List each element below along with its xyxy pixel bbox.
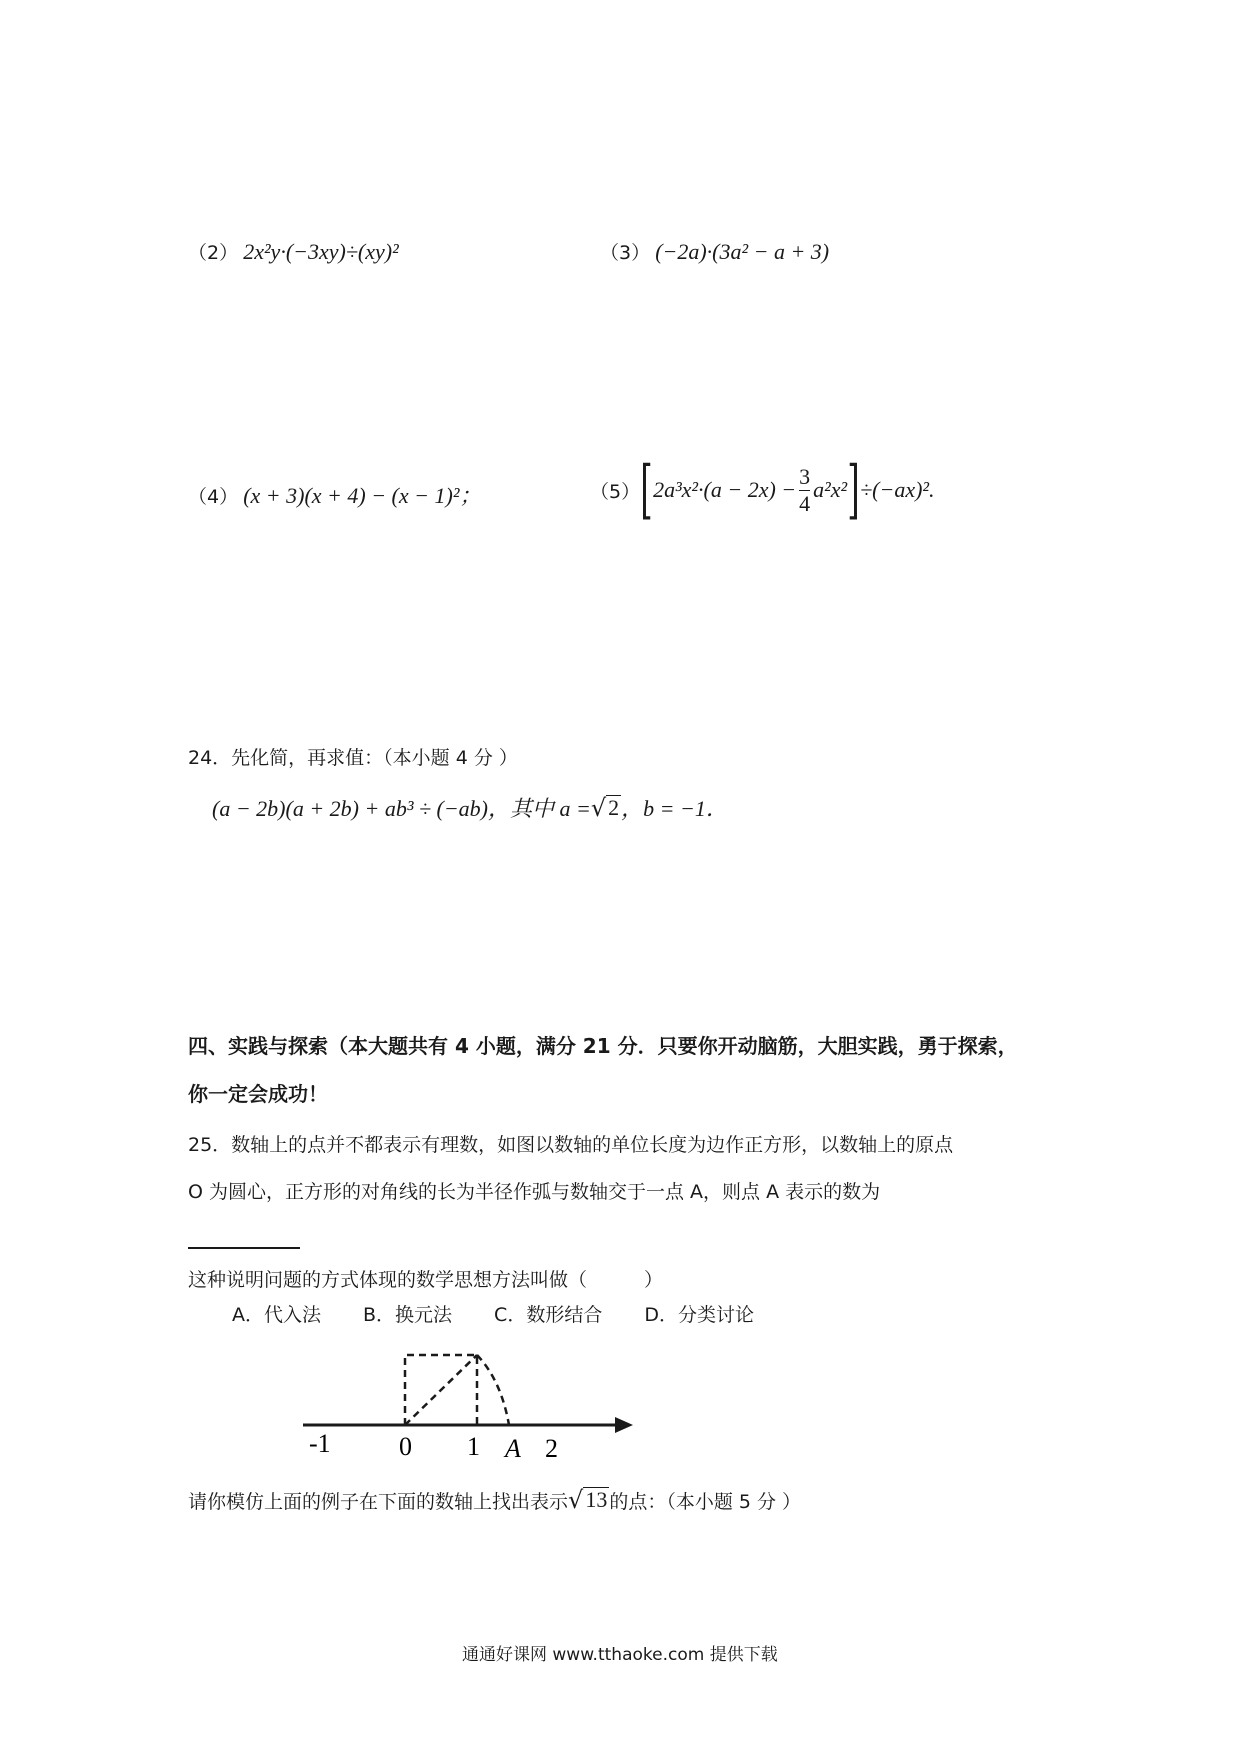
problem-2-expression: 2x²y·(−3xy)÷(xy)² [243, 239, 399, 264]
sqrt-2-value: 2 [608, 794, 620, 820]
sqrt-13-value: 13 [585, 1487, 608, 1513]
question-25-line2: O 为圆心，正方形的对角线的长为半径作弧与数轴交于一点 A，则点 A 表示的数为 [188, 1181, 881, 1203]
tick-label-1: 1 [467, 1432, 480, 1461]
tick-label-2: 2 [545, 1434, 558, 1463]
option-d: D．分类讨论 [644, 1304, 754, 1326]
question-24-expr: (a − 2b)(a + 2b) + ab³ ÷ (−ab)，其中 a = [212, 796, 591, 821]
problem-5-expression-right: ÷(−ax)². [860, 477, 935, 502]
problem-3-expression: (−2a)·(3a² − a + 3) [655, 239, 830, 264]
fraction-numerator: 3 [799, 464, 811, 490]
followup-text-post: 的点：（本小题 5 分 ） [609, 1490, 802, 1513]
followup-text-pre: 请你模仿上面的例子在下面的数轴上找出表示 [188, 1490, 569, 1513]
option-a: A．代入法 [232, 1304, 321, 1326]
question-25-followup [188, 1486, 801, 1514]
question-24-header: 24．先化简，再求值：（本小题 4 分 ） [188, 747, 518, 769]
section-4-title-line2: 你一定会成功！ [188, 1082, 328, 1106]
answer-blank-line [188, 1247, 300, 1249]
sqrt-symbol: √ [568, 1486, 584, 1514]
problem-2-label: （2） [188, 242, 239, 264]
axis-arrow [615, 1417, 633, 1433]
fraction-denominator: 4 [799, 490, 811, 516]
problem-3 [600, 238, 829, 265]
tick-label-neg1: -1 [309, 1429, 331, 1458]
section-4-title-line1: 四、实践与探索（本大题共有 4 小题，满分 21 分．只要你开动脑筋，大胆实践，勇于探索， [188, 1034, 1018, 1058]
number-line-diagram [295, 1340, 635, 1470]
problem-4-label: （4） [188, 486, 239, 508]
fraction-3-4 [799, 464, 810, 516]
question-25-prompt: 这种说明问题的方式体现的数学思想方法叫做（ ） [188, 1269, 664, 1291]
page-footer: 通通好课网 www.tthaoke.com 提供下载 [462, 1645, 778, 1665]
problem-5-label: （5） [590, 480, 641, 503]
square-diagonal [405, 1355, 477, 1425]
problem-5-expression-left: 2a³x²·(a − 2x) − [653, 477, 797, 502]
problem-4 [188, 479, 481, 510]
problem-2 [188, 238, 399, 265]
option-b: B．换元法 [363, 1304, 453, 1326]
left-bracket: [ [640, 453, 653, 527]
problem-5 [590, 453, 935, 527]
question-25-options [232, 1300, 754, 1327]
problem-5-expression-mid: a²x² [813, 477, 848, 502]
option-c: C．数形结合 [494, 1304, 603, 1326]
radius-arc [477, 1355, 509, 1425]
question-24-expression [212, 792, 728, 823]
point-a-label: A [505, 1434, 521, 1463]
sqrt-symbol: √ [590, 793, 607, 822]
problem-3-label: （3） [600, 242, 651, 264]
problem-4-expression: (x + 3)(x + 4) − (x − 1)²； [243, 483, 482, 508]
tick-label-0: 0 [399, 1432, 412, 1461]
question-24-expr-tail: ，b = −1． [621, 796, 728, 821]
question-25-line1: 25．数轴上的点并不都表示有理数，如图以数轴的单位长度为边作正方形，以数轴上的原点 [188, 1134, 954, 1156]
right-bracket: ] [847, 453, 860, 527]
